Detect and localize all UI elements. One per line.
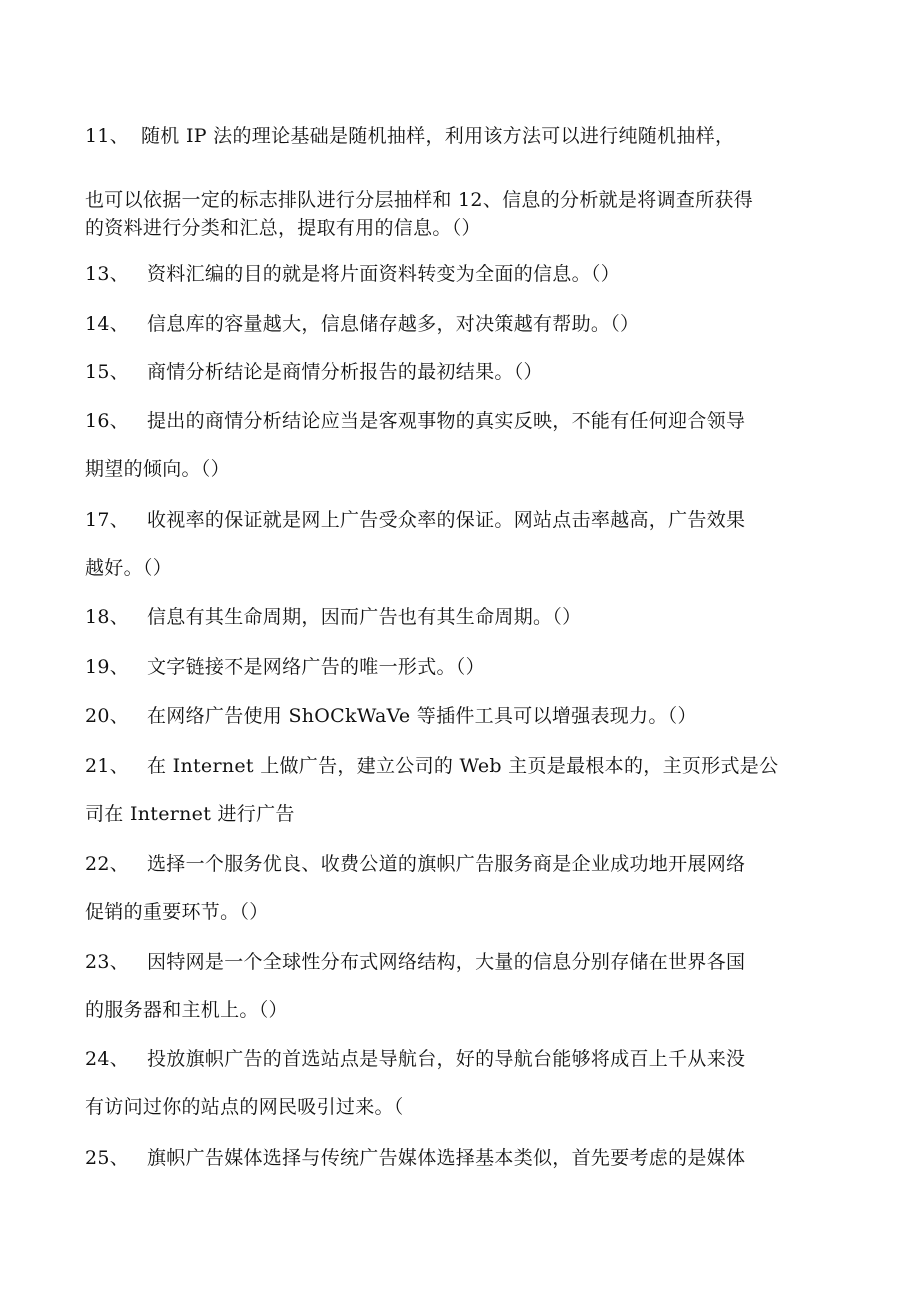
question-number: 21、 — [85, 755, 130, 777]
question-11-line-1 — [85, 124, 734, 148]
question-text: 期望的倾向。（） — [85, 458, 230, 480]
question-21-line-1 — [85, 754, 778, 778]
question-text: 在 Internet 上做广告，建立公司的 Web 主页是最根本的，主页形式是公 — [147, 755, 779, 777]
question-number: 19、 — [85, 656, 130, 678]
question-number: 18、 — [85, 606, 130, 628]
question-text: 的服务器和主机上。（） — [85, 999, 288, 1021]
question-text: 收视率的保证就是网上广告受众率的保证。网站点击率越高，广告效果 — [147, 509, 746, 531]
question-number: 11、 — [85, 125, 130, 147]
question-19-line-1 — [85, 655, 485, 679]
question-18-line-1 — [85, 605, 581, 629]
question-text: 资料汇编的目的就是将片面资料转变为全面的信息。（） — [147, 263, 621, 285]
question-17-line-1 — [85, 508, 745, 532]
question-text: 投放旗帜广告的首选站点是导航台，好的导航台能够将成百上千从来没 — [147, 1048, 746, 1070]
question-text: 的资料进行分类和汇总，提取有用的信息。（） — [85, 217, 481, 239]
question-number: 25、 — [85, 1147, 130, 1169]
question-text: 越好。（） — [85, 557, 173, 579]
question-text: 提出的商情分析结论应当是客观事物的真实反映，不能有任何迎合领导 — [147, 410, 746, 432]
question-number: 14、 — [85, 313, 130, 335]
question-text: 信息有其生命周期，因而广告也有其生命周期。（） — [147, 606, 582, 628]
question-12-line-1 — [85, 188, 753, 212]
question-text: 促销的重要环节。（） — [85, 901, 269, 923]
question-text: 商情分析结论是商情分析报告的最初结果。（） — [147, 361, 543, 383]
question-25-line-1 — [85, 1146, 745, 1170]
question-16-line-2 — [85, 457, 230, 481]
question-text: 也可以依据一定的标志排队进行分层抽样和 12、信息的分析就是将调查所获得 — [85, 189, 754, 211]
question-23-line-2 — [85, 998, 288, 1022]
question-text: 信息库的容量越大，信息储存越多，对决策越有帮助。（） — [147, 313, 640, 335]
question-21-line-2 — [85, 802, 295, 826]
question-number: 13、 — [85, 263, 130, 285]
question-22-line-1 — [85, 852, 745, 876]
question-24-line-1 — [85, 1047, 745, 1071]
question-22-line-2 — [85, 900, 269, 924]
question-17-line-2 — [85, 556, 172, 580]
question-20-line-1 — [85, 704, 697, 728]
question-text: 在网络广告使用 ShOCkWaVe 等插件工具可以增强表现力。（） — [147, 705, 697, 727]
question-16-line-1 — [85, 409, 745, 433]
question-24-line-2 — [85, 1095, 404, 1119]
question-number: 23、 — [85, 951, 130, 973]
question-13-line-1 — [85, 262, 620, 286]
question-text: 文字链接不是网络广告的唯一形式。（） — [147, 656, 485, 678]
question-15-line-1 — [85, 360, 543, 384]
question-number: 17、 — [85, 509, 130, 531]
question-12-line-2 — [85, 216, 481, 240]
question-text: 选择一个服务优良、收费公道的旗帜广告服务商是企业成功地开展网络 — [147, 853, 746, 875]
question-text: 有访问过你的站点的网民吸引过来。（ — [85, 1096, 404, 1118]
question-number: 20、 — [85, 705, 130, 727]
question-text: 因特网是一个全球性分布式网络结构，大量的信息分别存储在世界各国 — [147, 951, 746, 973]
question-number: 15、 — [85, 361, 130, 383]
question-number: 16、 — [85, 410, 130, 432]
question-14-line-1 — [85, 312, 639, 336]
question-text: 随机 IP 法的理论基础是随机抽样，利用该方法可以进行纯随机抽样， — [141, 125, 735, 147]
question-number: 22、 — [85, 853, 130, 875]
question-text: 司在 Internet 进行广告 — [85, 803, 295, 825]
question-number: 24、 — [85, 1048, 130, 1070]
question-23-line-1 — [85, 950, 745, 974]
question-text: 旗帜广告媒体选择与传统广告媒体选择基本类似，首先要考虑的是媒体 — [147, 1147, 746, 1169]
